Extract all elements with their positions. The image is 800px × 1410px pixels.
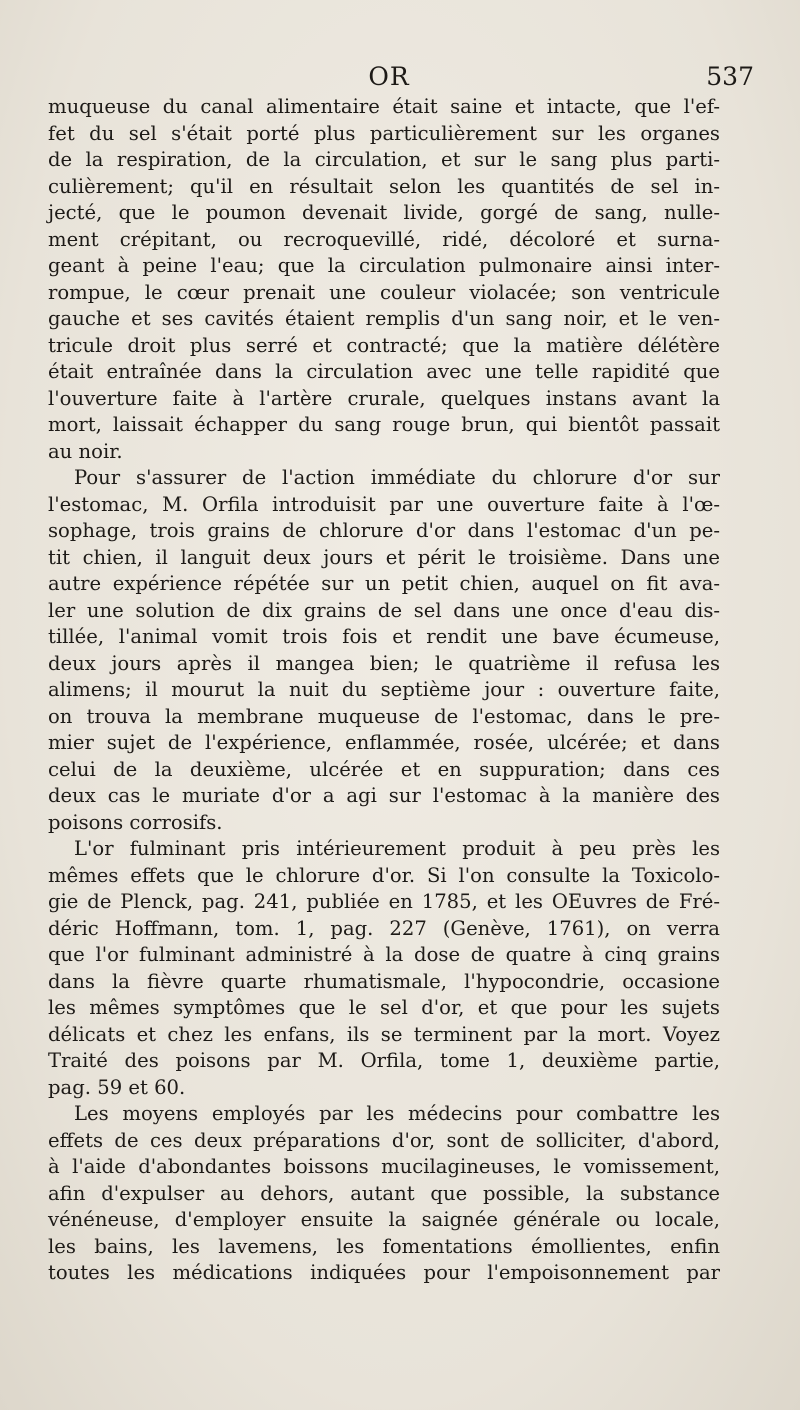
text-line: sophage, trois grains de chlorure d'or dans l'estomac d'un pe-: [48, 519, 720, 542]
text-line: Les moyens employés par les médecins pour combattre les: [74, 1102, 720, 1125]
text-line: alimens; il mourut la nuit du septième jour : ouverture faite,: [48, 678, 720, 701]
text-line: gie de Plenck, pag. 241, publiée en 1785, et les OEuvres de Fré-: [48, 890, 720, 913]
text-line: L'or fulminant pris intérieurement produit à peu près les: [74, 837, 720, 860]
text-line: deux jours après il mangea bien; le quatrième il refusa les: [48, 651, 720, 675]
page-header: [48, 62, 754, 94]
text-line: dans la fièvre quarte rhumatismale, l'hypocondrie, occasione: [48, 969, 720, 993]
text-line: ment crépitant, ou recroquevillé, ridé, décoloré et surna-: [48, 227, 720, 251]
text-line: était entraînée dans la circulation avec une telle rapidité que: [48, 360, 720, 383]
running-head: OR: [368, 62, 410, 91]
text-line: les bains, les lavemens, les fomentations émollientes, enfin: [48, 1234, 720, 1258]
text-line: mêmes effets que le chlorure d'or. Si l'on consulte la Toxicolo-: [48, 863, 720, 887]
text-line: celui de la deuxième, ulcérée et en suppuration; dans ces: [48, 757, 720, 781]
text-line: au noir.: [48, 439, 123, 463]
text-line: on trouva la membrane muqueuse de l'estomac, dans le pre-: [48, 704, 720, 728]
text-line: toutes les médications indiquées pour l'empoisonnement par: [48, 1261, 720, 1284]
text-line: l'estomac, M. Orfila introduisit par une ouverture faite à l'œ-: [48, 492, 720, 516]
text-line: tit chien, il languit deux jours et périt le troisième. Dans une: [48, 545, 720, 569]
text-line: Traité des poisons par M. Orfila, tome 1, deuxième partie,: [48, 1049, 720, 1072]
text-line: poisons corrosifs.: [48, 810, 223, 834]
text-line: tricule droit plus serré et contracté; que la matière délétère: [48, 333, 720, 357]
text-line: Pour s'assurer de l'action immédiate du chlorure d'or sur: [74, 466, 720, 489]
text-line: à l'aide d'abondantes boissons mucilagineuses, le vomissement,: [48, 1155, 720, 1178]
text-line: pag. 59 et 60.: [48, 1075, 186, 1099]
text-line: déric Hoffmann, tom. 1, pag. 227 (Genève, 1761), on verra: [48, 916, 720, 940]
text-line: ler une solution de dix grains de sel dans une once d'eau dis-: [48, 598, 720, 622]
text-line: jecté, que le poumon devenait livide, gorgé de sang, nulle-: [48, 201, 720, 224]
page-number: 537: [706, 62, 754, 91]
text-line: délicats et chez les enfans, ils se terminent par la mort. Voyez: [48, 1022, 720, 1046]
text-line: mort, laissait échapper du sang rouge brun, qui bientôt passait: [48, 413, 720, 436]
text-line: culièrement; qu'il en résultait selon les quantités de sel in-: [48, 174, 720, 198]
text-line: fet du sel s'était porté plus particulièrement sur les organes: [48, 121, 720, 145]
text-line: l'ouverture faite à l'artère crurale, quelques instans avant la: [48, 386, 720, 410]
text-line: que l'or fulminant administré à la dose de quatre à cinq grains: [48, 943, 720, 966]
text-line: les mêmes symptômes que le sel d'or, et que pour les sujets: [48, 996, 720, 1019]
text-line: mier sujet de l'expérience, enflammée, rosée, ulcérée; et dans: [48, 731, 720, 754]
text-line: afin d'expulser au dehors, autant que possible, la substance: [48, 1181, 720, 1205]
text-line: muqueuse du canal alimentaire était saine et intacte, que l'ef-: [48, 95, 720, 118]
page-body: [48, 94, 720, 1287]
text-line: deux cas le muriate d'or a agi sur l'estomac à la manière des: [48, 784, 720, 807]
text-line: geant à peine l'eau; que la circulation pulmonaire ainsi inter-: [48, 254, 720, 277]
text-line: effets de ces deux préparations d'or, sont de solliciter, d'abord,: [48, 1128, 720, 1152]
text-line: tillée, l'animal vomit trois fois et rendit une bave écumeuse,: [48, 625, 720, 648]
text-line: rompue, le cœur prenait une couleur violacée; son ventricule: [48, 280, 720, 304]
text-line: vénéneuse, d'employer ensuite la saignée générale ou locale,: [48, 1208, 720, 1231]
text-line: autre expérience répétée sur un petit chien, auquel on fit ava-: [48, 572, 720, 595]
text-line: gauche et ses cavités étaient remplis d'un sang noir, et le ven-: [48, 307, 720, 330]
text-line: de la respiration, de la circulation, et sur le sang plus parti-: [48, 148, 720, 171]
